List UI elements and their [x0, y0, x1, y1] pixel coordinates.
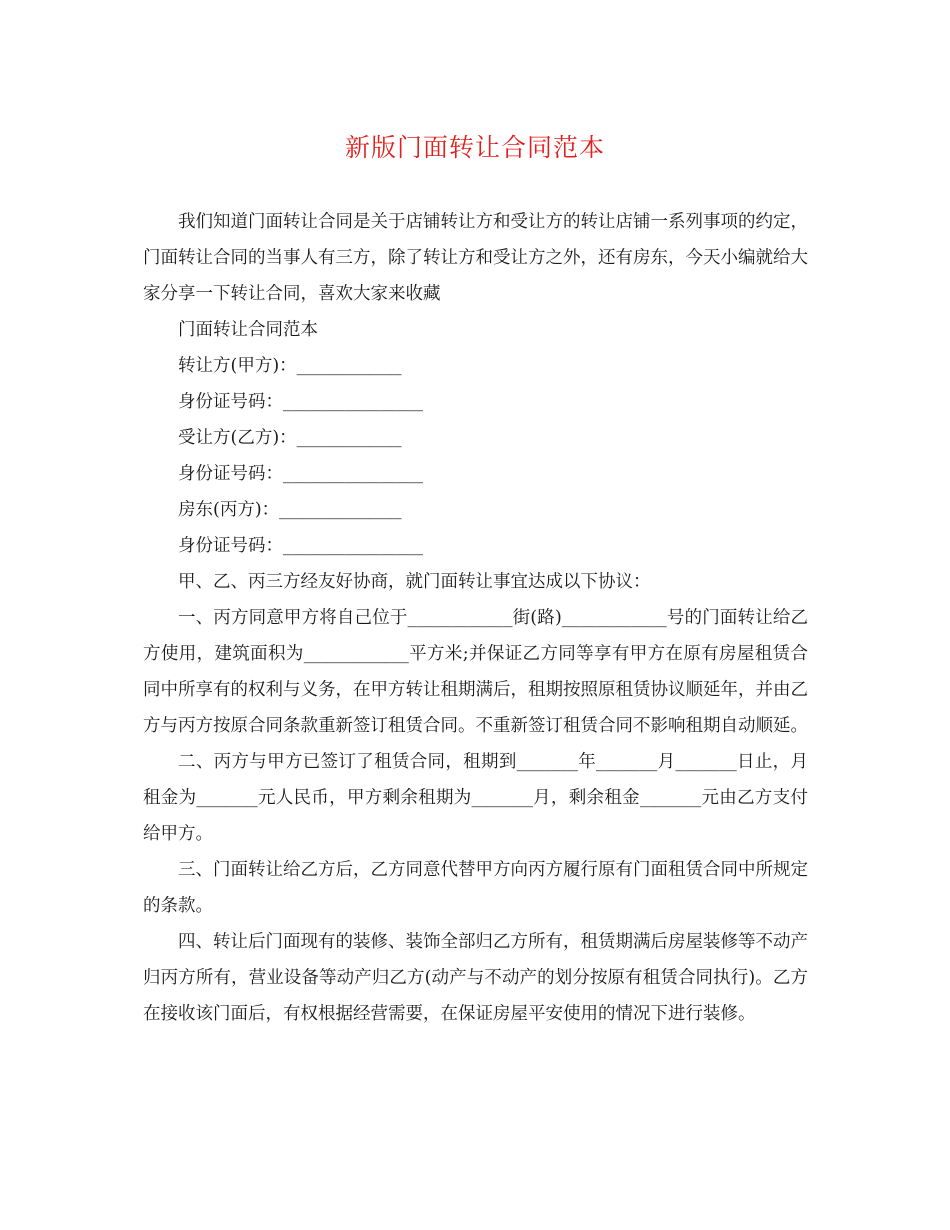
party-b-id-field: 身份证号码：________________ [178, 464, 423, 484]
document-title: 新版门面转让合同范本 [344, 133, 605, 162]
contract-subtitle: 门面转让合同范本 [178, 320, 318, 340]
document-body [143, 204, 808, 1032]
intro-paragraph: 我们知道门面转让合同是关于店铺转让方和受让方的转让店铺一系列事项的约定，门面转让合同的当事人有三方，除了转让方和受让方之外，还有房东，今天小编就给大家分享一下转让合同，喜欢大家来收藏 [143, 212, 808, 304]
party-a-field: 转让方(甲方)：____________ [178, 356, 402, 376]
landlord-id-field: 身份证号码：________________ [178, 536, 423, 556]
landlord-field: 房东(丙方)：______________ [178, 500, 402, 520]
clause-3: 三、门面转让给乙方后，乙方同意代替甲方向丙方履行原有门面租赁合同中所规定的条款。 [143, 860, 808, 916]
clause-4: 四、转让后门面现有的装修、装饰全部归乙方所有，租赁期满后房屋装修等不动产归丙方所有，营业设备等动产归乙方(动产与不动产的划分按原有租赁合同执行)。乙方在接收该门面后，有权根据经营需要，在保证房屋平安使用的情况下进行装修。 [143, 932, 808, 1024]
party-a-id-field: 身份证号码：________________ [178, 392, 423, 412]
clause-2: 二、丙方与甲方已签订了租赁合同，租期到_______年_______月_______日止，月租金为_______元人民币，甲方剩余租期为_______月，剩余租金_______元由乙方支付给甲方。 [143, 752, 808, 844]
party-b-field: 受让方(乙方)：____________ [178, 428, 402, 448]
agreement-preamble: 甲、乙、丙三方经友好协商，就门面转让事宜达成以下协议： [178, 572, 651, 592]
clause-1: 一、丙方同意甲方将自己位于____________街(路)____________号的门面转让给乙方使用，建筑面积为____________平方米;并保证乙方同等享有甲方在原有房屋租赁合同中所享有的权利与义务，在甲方转让租期满后，租期按照原租赁协议顺延年，并由乙方与丙方按原合同条款重新签订租赁合同。不重新签订租赁合同不影响租期自动顺延。 [143, 608, 808, 736]
